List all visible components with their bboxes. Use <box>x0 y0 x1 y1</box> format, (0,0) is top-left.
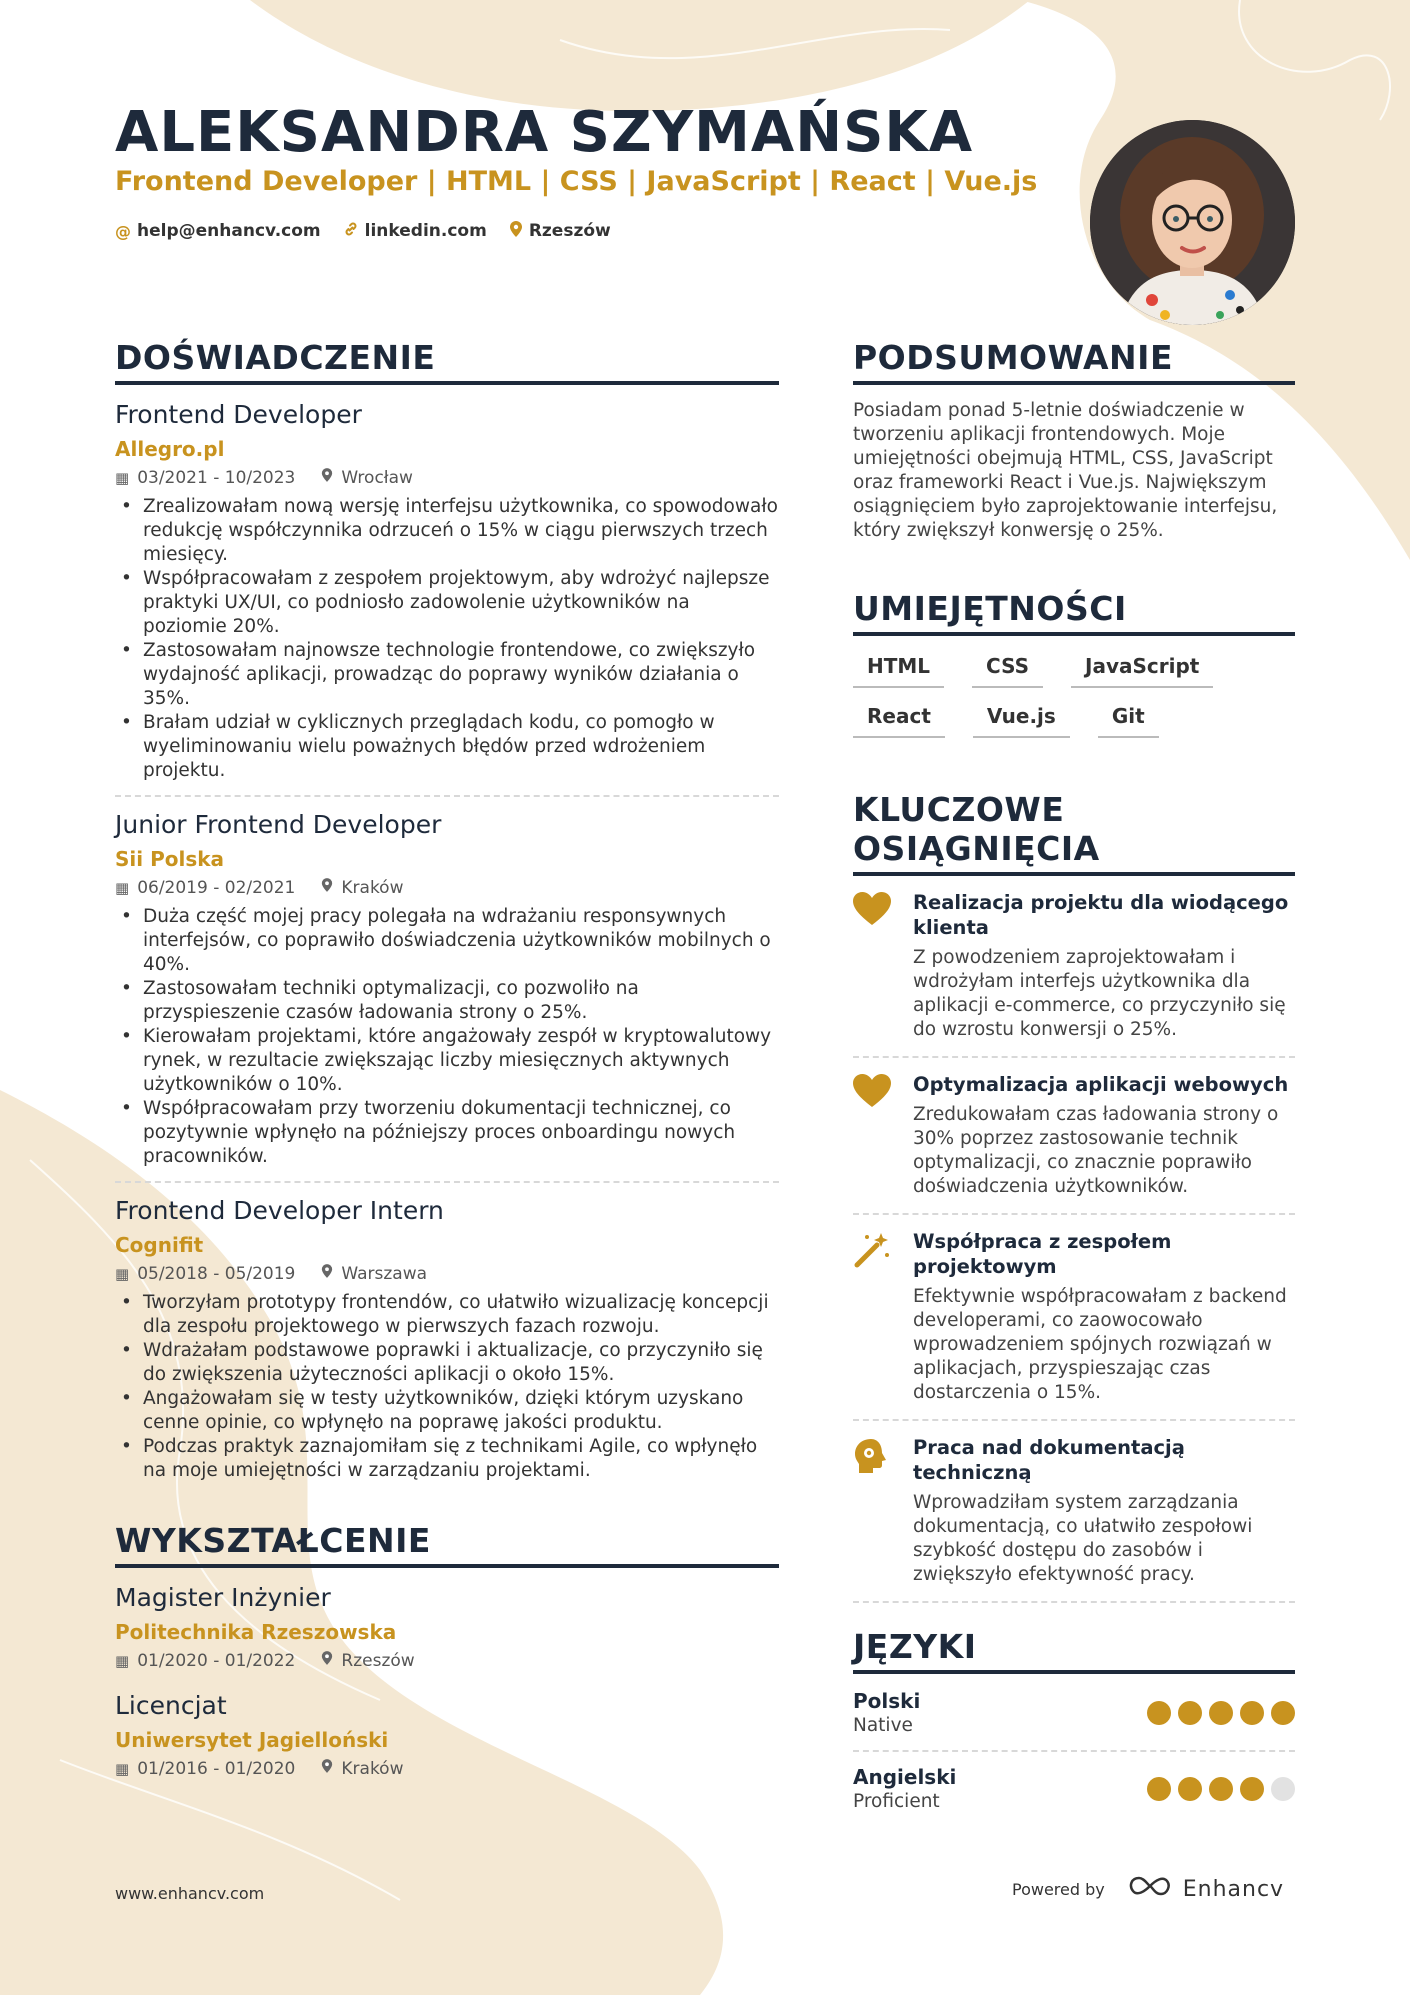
job-bullet: • Kierowałam projektami, które angażowały zespół w kryptowalutowy rynek, w rezultacie zwiększając liczby miesięcznych aktywnych użytkowników o 10%. <box>115 1025 779 1097</box>
job-bullet: • Angażowałam się w testy użytkowników, dzięki którym uzyskano cenne opinie, co wpłynęło na poprawę jakości produktu. <box>115 1387 779 1435</box>
job-bullet: • Zastosowałam najnowsze technologie frontendowe, co zwiększyło wydajność aplikacji, prowadząc do poprawy wyników działania o 35%. <box>115 639 779 711</box>
job-location <box>321 875 403 901</box>
head-gear-icon <box>853 1435 893 1587</box>
location-icon <box>321 1261 333 1287</box>
job-location-text: Kraków <box>341 878 404 898</box>
education-degree: Magister Inżynier <box>115 1583 331 1612</box>
brand-logo[interactable] <box>1127 1874 1284 1904</box>
job-company: Allegro.pl <box>115 437 225 461</box>
skill-tag: React <box>853 700 945 738</box>
skill-tag: Git <box>1098 700 1159 738</box>
education-dates <box>115 1648 295 1674</box>
achievement-description: Z powodzeniem zaprojektowałam i wdrożyłam interfejs użytkownika dla aplikacji e-commerce, co przyczyniło się do wzrostu konwersji o 25%. <box>913 947 1286 1040</box>
achievements-section-title: KLUCZOWE OSIĄGNIĘCIA <box>853 790 1295 876</box>
heart-icon <box>853 1072 893 1199</box>
job-dates-text: 05/2018 - 05/2019 <box>137 1264 296 1284</box>
language-level: Proficient <box>853 1791 940 1812</box>
achievement-item <box>853 1229 1295 1421</box>
calendar-icon: ▦ <box>115 1265 130 1283</box>
candidate-name: ALEKSANDRA SZYMAŃSKA <box>115 100 974 165</box>
education-degree: Licencjat <box>115 1691 227 1720</box>
job-dates <box>115 1261 295 1287</box>
job-bullets <box>115 495 779 783</box>
job-company: Cognifit <box>115 1233 204 1257</box>
job-bullets <box>115 905 779 1169</box>
contact-email[interactable] <box>115 220 321 242</box>
job-bullet: • Zrealizowałam nową wersję interfejsu użytkownika, co spowodowało redukcję współczynnika odrzuceń o 15% w ciągu pierwszych trzech miesięcy. <box>115 495 779 567</box>
rating-dot-filled <box>1240 1777 1264 1801</box>
achievement-item <box>853 1072 1295 1215</box>
job-title: Junior Frontend Developer <box>115 810 442 839</box>
infinity-icon <box>1127 1874 1173 1904</box>
rating-dot-filled <box>1147 1777 1171 1801</box>
rating-dot-filled <box>1240 1701 1264 1725</box>
location-icon <box>321 1648 333 1674</box>
job-bullets <box>115 1291 779 1483</box>
location-icon <box>321 875 333 901</box>
contact-linkedin-text: linkedin.com <box>364 221 487 241</box>
achievement-item <box>853 1435 1295 1603</box>
education-location <box>321 1648 414 1674</box>
contact-email-text: help@enhancv.com <box>137 221 321 241</box>
achievement-description: Efektywnie współpracowałam z backend developerami, co zaowocowało wprowadzeniem spójnych rozwiązań w aplikacjach, przyspieszając czas dostarczenia o 15%. <box>913 1286 1287 1403</box>
languages-section-title: JĘZYKI <box>853 1627 1295 1674</box>
education-location <box>321 1756 403 1782</box>
job-title: Frontend Developer <box>115 400 362 429</box>
job-bullet: • Tworzyłam prototypy frontendów, co ułatwiło wizualizację koncepcji dla zespołu projektowego w pierwszych fazach rozwoju. <box>115 1291 779 1339</box>
achievement-description: Zredukowałam czas ładowania strony o 30% poprzez zastosowanie technik optymalizacji, co znacznie poprawiło doświadczenia użytkowników. <box>913 1104 1279 1197</box>
job-location-text: Wrocław <box>341 468 413 488</box>
education-school: Politechnika Rzeszowska <box>115 1620 397 1644</box>
heart-icon <box>853 890 893 1042</box>
rating-dot-filled <box>1147 1701 1171 1725</box>
job-location-text: Warszawa <box>341 1264 428 1284</box>
contact-location-text: Rzeszów <box>528 221 611 241</box>
achievement-description: Wprowadziłam system zarządzania dokumentacją, co ułatwiło zespołowi szybkość dostępu do zasobów i zwiększyło efektywność pracy. <box>913 1492 1253 1585</box>
rating-dot-filled <box>1209 1701 1233 1725</box>
job-bullet: • Współpracowałam przy tworzeniu dokumentacji technicznej, co pozytywnie wpłynęło na późniejszy proces onboardingu nowych pracowników. <box>115 1097 779 1169</box>
candidate-headline: Frontend Developer | HTML | CSS | JavaScript | React | Vue.js <box>115 166 1038 197</box>
job-bullet: • Podczas praktyk zaznajomiłam się z technikami Agile, co wpłynęło na moje umiejętności w zarządzaniu projektami. <box>115 1435 779 1483</box>
job-bullet: • Brałam udział w cyklicznych przeglądach kodu, co pomogło w wyeliminowaniu wielu poważnych błędów przed wdrożeniem projektu. <box>115 711 779 783</box>
location-icon <box>509 220 523 242</box>
job-entry <box>115 399 779 797</box>
education-section-title: WYKSZTAŁCENIE <box>115 1521 779 1568</box>
education-location-text: Kraków <box>341 1759 404 1779</box>
achievement-item <box>853 890 1295 1058</box>
job-dates <box>115 465 295 491</box>
education-school: Uniwersytet Jagielloński <box>115 1728 389 1752</box>
skill-tag: Vue.js <box>973 700 1070 738</box>
calendar-icon: ▦ <box>115 469 130 487</box>
job-dates <box>115 875 295 901</box>
contact-location <box>509 220 611 242</box>
footer-branding <box>1012 1874 1284 1904</box>
skill-tag: CSS <box>972 650 1043 688</box>
language-item <box>853 1764 1295 1826</box>
language-name: Polski <box>853 1689 921 1713</box>
job-location <box>321 465 413 491</box>
footer-website[interactable]: www.enhancv.com <box>115 1884 265 1903</box>
education-location-text: Rzeszów <box>341 1651 415 1671</box>
language-item <box>853 1688 1295 1752</box>
rating-dot-filled <box>1271 1701 1295 1725</box>
magic-wand-icon <box>853 1229 893 1405</box>
location-icon <box>321 465 333 491</box>
rating-dot-empty <box>1271 1777 1295 1801</box>
job-bullet: • Zastosowałam techniki optymalizacji, co pozwoliło na przyspieszenie czasów ładowania strony o 25%. <box>115 977 779 1025</box>
rating-dot-filled <box>1209 1777 1233 1801</box>
calendar-icon: ▦ <box>115 1652 130 1670</box>
job-title: Frontend Developer Intern <box>115 1196 444 1225</box>
education-dates-text: 01/2016 - 01/2020 <box>137 1759 296 1779</box>
education-entry <box>115 1582 779 1674</box>
job-meta <box>115 875 779 901</box>
job-bullet: • Duża część mojej pracy polegała na wdrażaniu responsywnych interfejsów, co poprawiło doświadczenia użytkowników mobilnych o 40%. <box>115 905 779 977</box>
education-dates-text: 01/2020 - 01/2022 <box>137 1651 296 1671</box>
profile-photo <box>1090 120 1295 325</box>
education-dates <box>115 1756 295 1782</box>
job-dates-text: 03/2021 - 10/2023 <box>137 468 296 488</box>
calendar-icon: ▦ <box>115 1760 130 1778</box>
education-meta <box>115 1756 779 1782</box>
achievement-title: Optymalizacja aplikacji webowych <box>913 1073 1289 1096</box>
job-location <box>321 1261 427 1287</box>
link-icon <box>343 221 359 241</box>
job-bullet: • Współpracowałam z zespołem projektowym, aby wdrożyć najlepsze praktyki UX/UI, co podniosło zadowolenie użytkowników na poziomie 20%. <box>115 567 779 639</box>
job-bullet: • Wdrażałam podstawowe poprawki i aktualizacje, co przyczyniło się do zwiększenia użyteczności aplikacji o około 15%. <box>115 1339 779 1387</box>
summary-section-title: PODSUMOWANIE <box>853 338 1295 385</box>
language-level: Native <box>853 1715 913 1736</box>
language-name: Angielski <box>853 1765 957 1789</box>
achievement-title: Realizacja projektu dla wiodącego klienta <box>913 891 1289 939</box>
job-meta <box>115 1261 779 1287</box>
job-dates-text: 06/2019 - 02/2021 <box>137 878 296 898</box>
contact-linkedin[interactable] <box>343 220 487 242</box>
language-rating <box>1147 1777 1295 1801</box>
experience-section-title: DOŚWIADCZENIE <box>115 338 779 385</box>
skill-tag: JavaScript <box>1071 650 1213 688</box>
location-icon <box>321 1756 333 1782</box>
skills-section-title: UMIEJĘTNOŚCI <box>853 589 1295 636</box>
skill-tag: HTML <box>853 650 944 688</box>
left-column <box>115 338 779 1798</box>
job-entry <box>115 1195 779 1495</box>
skills-list <box>853 650 1295 738</box>
job-meta <box>115 465 779 491</box>
right-column <box>853 338 1295 1838</box>
job-entry <box>115 809 779 1183</box>
education-meta <box>115 1648 779 1674</box>
at-icon: @ <box>115 221 131 241</box>
powered-by-text: Powered by <box>1012 1879 1105 1899</box>
calendar-icon: ▦ <box>115 879 130 897</box>
job-company: Sii Polska <box>115 847 225 871</box>
rating-dot-filled <box>1178 1777 1202 1801</box>
education-entry <box>115 1690 779 1782</box>
brand-name: Enhancv <box>1182 1876 1285 1902</box>
achievement-title: Współpraca z zespołem projektowym <box>913 1230 1172 1278</box>
rating-dot-filled <box>1178 1701 1202 1725</box>
summary-text: Posiadam ponad 5-letnie doświadczenie w tworzeniu aplikacji frontendowych. Moje umiejętności obejmują HTML, CSS, JavaScript oraz frameworki React i Vue.js. Największym osiągnięciem było zaprojektowanie interfejsu, który zwiększył konwersję o 25%. <box>853 400 1278 541</box>
achievement-title: Praca nad dokumentacją techniczną <box>913 1436 1185 1484</box>
language-rating <box>1147 1701 1295 1725</box>
contact-list <box>115 220 611 242</box>
